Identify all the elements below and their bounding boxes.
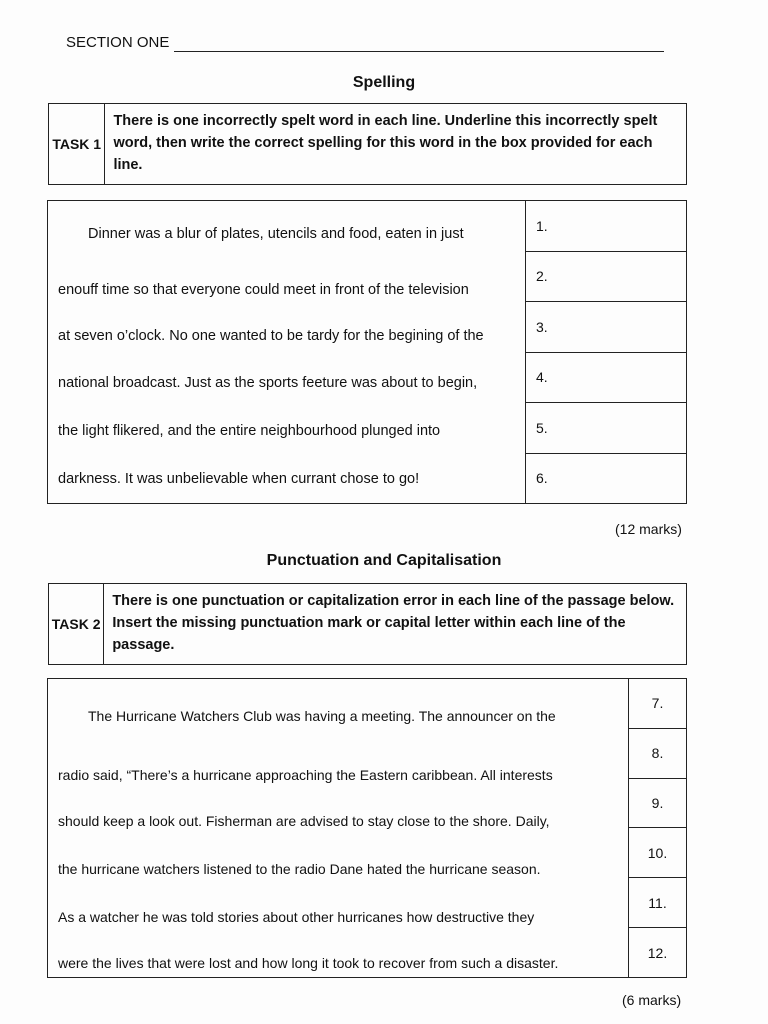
punctuation-marks: (6 marks) (622, 992, 682, 1008)
punctuation-heading: Punctuation and Capitalisation (266, 552, 502, 569)
task1-label: TASK 1 (49, 104, 105, 184)
task2-instructions: There is one punctuation or capitalization error in each line of the passage below. Insert the missing punctuation mark or capital letter within each line of the passage. (112, 593, 675, 653)
answer-box-3[interactable]: 3. (526, 302, 686, 353)
answer-box-11[interactable]: 11. (629, 878, 686, 928)
answer-box-12[interactable]: 12. (647, 944, 668, 961)
task1-box (48, 103, 687, 185)
spelling-line-1: Dinner was a blur of plates, utencils and food, eaten in just (88, 226, 464, 242)
section-title: SECTION ONE (66, 34, 170, 51)
spelling-passage-box (47, 200, 687, 504)
punctuation-line-6: were the lives that were lost and how long it took to recover from such a disaster. (58, 955, 559, 971)
answer-box-8[interactable]: 8. (629, 729, 686, 779)
answer-box-2[interactable]: 2. (526, 252, 686, 303)
task1-instructions: There is one incorrectly spelt word in each line. Underline this incorrectly spelt word, then write the correct spelling for this word in the box provided for each line. (113, 113, 658, 173)
punctuation-line-3: should keep a look out. Fisherman are advised to stay close to the shore. Daily, (58, 813, 550, 829)
answer-box-10[interactable]: 10. (629, 828, 686, 878)
spelling-marks: (12 marks) (615, 521, 682, 537)
section-underline (174, 51, 664, 52)
spelling-line-4: national broadcast. Just as the sports feeture was about to begin, (58, 375, 478, 391)
spelling-heading: Spelling (352, 74, 416, 91)
punctuation-passage (48, 679, 628, 977)
task2-box (48, 583, 687, 665)
answer-box-9[interactable]: 9. (629, 779, 686, 829)
answer-box-7[interactable]: 7. (629, 679, 686, 729)
punctuation-line-4: the hurricane watchers listened to the radio Dane hated the hurricane season. (58, 861, 541, 877)
task2-label: TASK 2 (49, 584, 104, 664)
answer-box-6[interactable]: 6. (536, 470, 548, 487)
spelling-line-6: darkness. It was unbelievable when currant chose to go! (58, 471, 420, 487)
punctuation-line-2: radio said, “There’s a hurricane approaching the Eastern caribbean. All interests (58, 767, 553, 783)
spelling-line-3: at seven o’clock. No one wanted to be tardy for the begining of the (58, 328, 484, 344)
punctuation-line-1: The Hurricane Watchers Club was having a meeting. The announcer on the (88, 708, 556, 724)
punctuation-line-5: As a watcher he was told stories about other hurricanes how destructive they (58, 909, 535, 925)
punctuation-passage-box (47, 678, 687, 978)
answer-box-4[interactable]: 4. (526, 353, 686, 404)
answer-box-1[interactable]: 1. (526, 201, 686, 252)
spelling-line-5: the light flikered, and the entire neighbourhood plunged into (58, 423, 441, 439)
spelling-passage (48, 201, 525, 503)
punctuation-answer-column (628, 679, 686, 977)
answer-box-5[interactable]: 5. (526, 403, 686, 454)
spelling-answer-column (525, 201, 686, 503)
spelling-line-2: enouff time so that everyone could meet in front of the television (58, 282, 469, 298)
